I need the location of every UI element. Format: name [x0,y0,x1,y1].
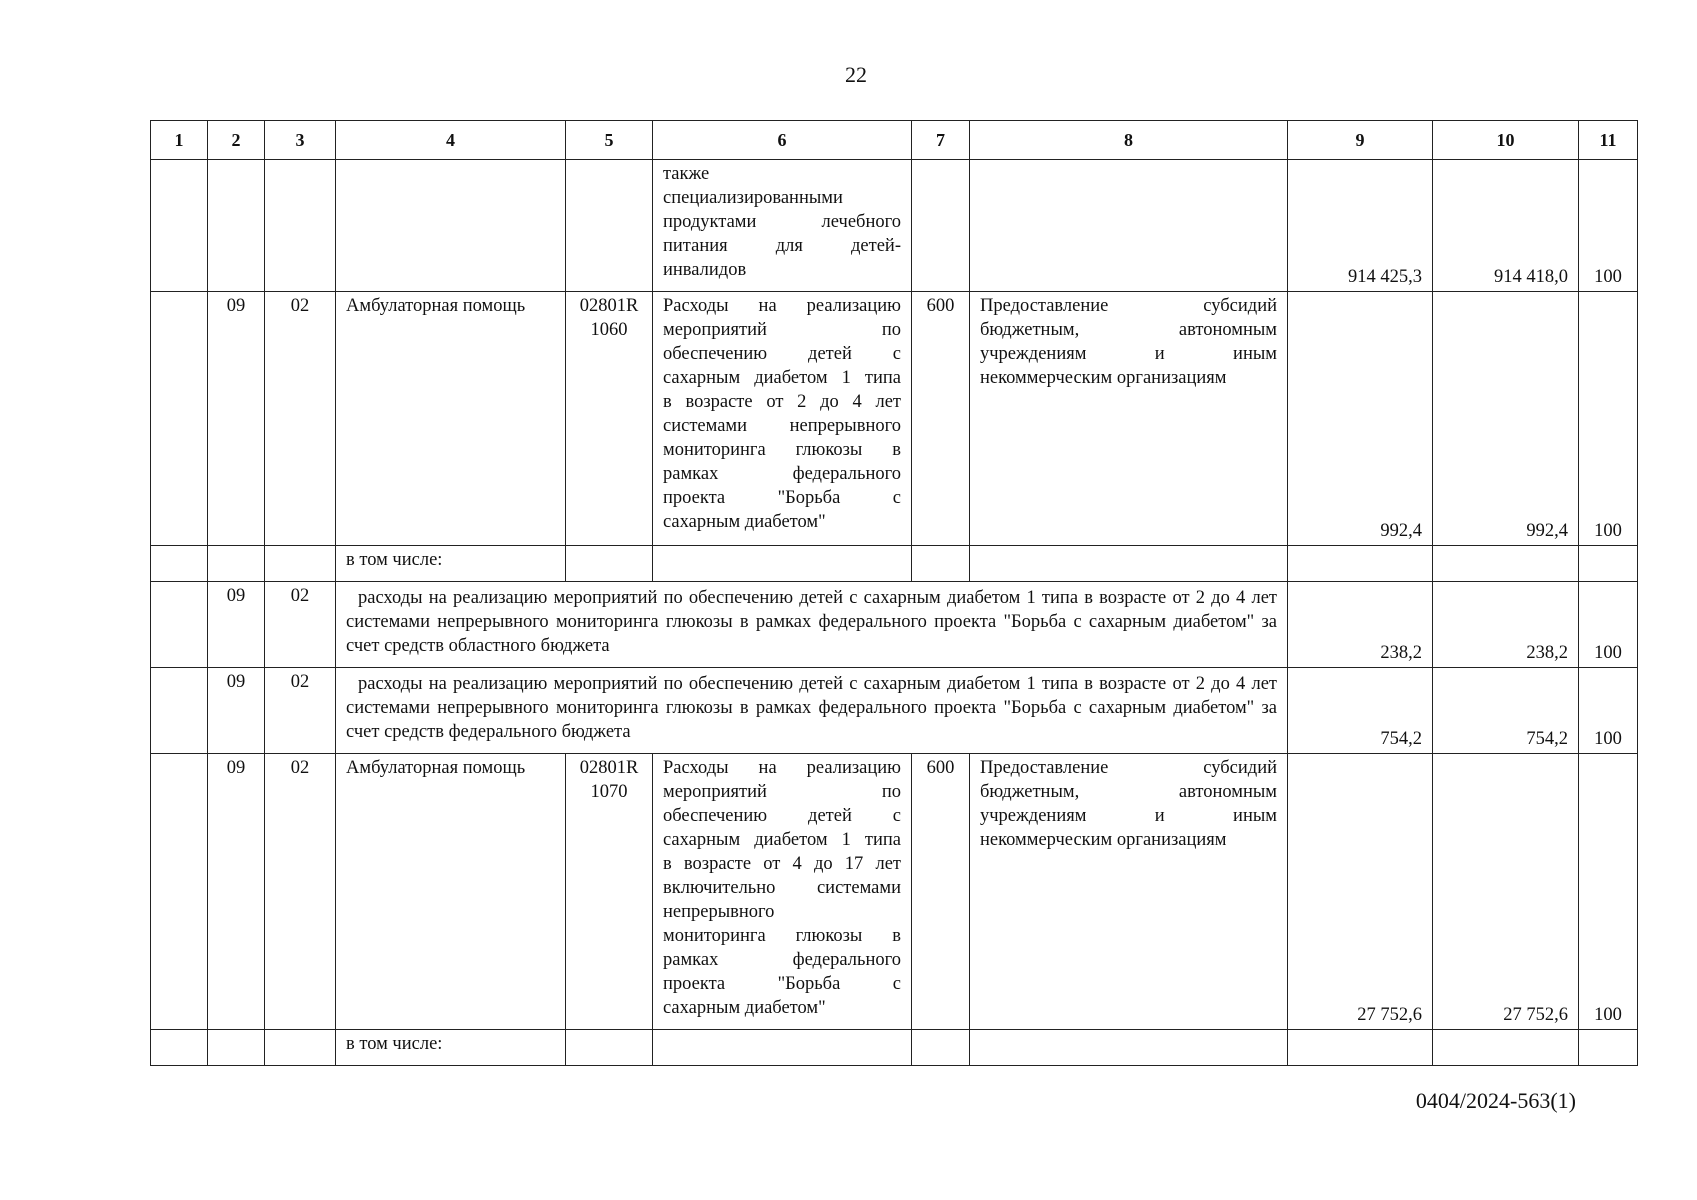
column-header: 9 [1288,121,1433,160]
table-header-row [151,121,1638,160]
table-row [151,292,1638,546]
table-row [151,546,1638,582]
percent: 100 [1579,582,1638,668]
table-row [151,582,1638,668]
subsection-code: 02 [265,668,336,754]
column-header: 7 [912,121,970,160]
budget-table [150,120,1638,1066]
amount-actual: 914 418,0 [1433,160,1579,292]
subsection-name: Амбулаторная помощь [336,754,566,1030]
percent: 100 [1579,292,1638,546]
expense-type-name: Предоставление субсидий бюджетным, автономным учреждениям и иным некоммерческим организациям [970,292,1288,546]
section-code: 09 [208,292,265,546]
amount-planned: 992,4 [1288,292,1433,546]
amount-planned: 914 425,3 [1288,160,1433,292]
subsection-code: 02 [265,292,336,546]
expense-description: Расходы на реализацию мероприятий по обеспечению детей с сахарным диабетом 1 типа в возрасте от 2 до 4 лет системами непрерывного мониторинга глюкозы в рамках федерального проекта "Борьба с сахарным диабетом" [653,292,912,546]
subsection-code: 02 [265,582,336,668]
expense-description: Расходы на реализацию мероприятий по обеспечению детей с сахарным диабетом 1 типа в возрасте от 4 до 17 лет включительно системами непрерывного мониторинга глюкозы в рамках федерального проекта "Борьба с сахарным диабетом" [653,754,912,1030]
section-code: 09 [208,582,265,668]
table-row [151,668,1638,754]
column-header: 6 [653,121,912,160]
column-header: 4 [336,121,566,160]
column-header: 1 [151,121,208,160]
section-code: 09 [208,668,265,754]
amount-planned: 754,2 [1288,668,1433,754]
page-number: 22 [845,62,867,87]
target-code: 02801R 1060 [566,292,653,546]
percent: 100 [1579,160,1638,292]
amount-planned: 27 752,6 [1288,754,1433,1030]
amount-actual: 27 752,6 [1433,754,1579,1030]
expense-breakdown-text: расходы на реализацию мероприятий по обеспечению детей с сахарным диабетом 1 типа в возрасте от 2 до 4 лет системами непрерывного мониторинга глюкозы в рамках федерального проекта "Борьба с сахарным диабетом" за счет средств федерального бюджета [336,668,1288,754]
table-row [151,754,1638,1030]
amount-actual: 238,2 [1433,582,1579,668]
amount-planned: 238,2 [1288,582,1433,668]
column-header: 11 [1579,121,1638,160]
subsection-name: Амбулаторная помощь [336,292,566,546]
column-header: 5 [566,121,653,160]
expense-breakdown-text: расходы на реализацию мероприятий по обеспечению детей с сахарным диабетом 1 типа в возрасте от 2 до 4 лет системами непрерывного мониторинга глюкозы в рамках федерального проекта "Борьба с сахарным диабетом" за счет средств областного бюджета [336,582,1288,668]
expense-type-code: 600 [912,754,970,1030]
amount-actual: 992,4 [1433,292,1579,546]
expense-type-name: Предоставление субсидий бюджетным, автономным учреждениям и иным некоммерческим организациям [970,754,1288,1030]
expense-type-code: 600 [912,292,970,546]
amount-actual: 754,2 [1433,668,1579,754]
percent: 100 [1579,668,1638,754]
target-code: 02801R 1070 [566,754,653,1030]
expense-description: также специализированными продуктами лечебного питания для детей- инвалидов [653,160,912,292]
including-label: в том числе: [336,1030,566,1066]
including-label: в том числе: [336,546,566,582]
percent: 100 [1579,754,1638,1030]
section-code: 09 [208,754,265,1030]
document-code: 0404/2024-563(1) [1415,1088,1576,1113]
subsection-code: 02 [265,754,336,1030]
column-header: 10 [1433,121,1579,160]
table-row [151,160,1638,292]
column-header: 3 [265,121,336,160]
column-header: 8 [970,121,1288,160]
column-header: 2 [208,121,265,160]
table-row [151,1030,1638,1066]
